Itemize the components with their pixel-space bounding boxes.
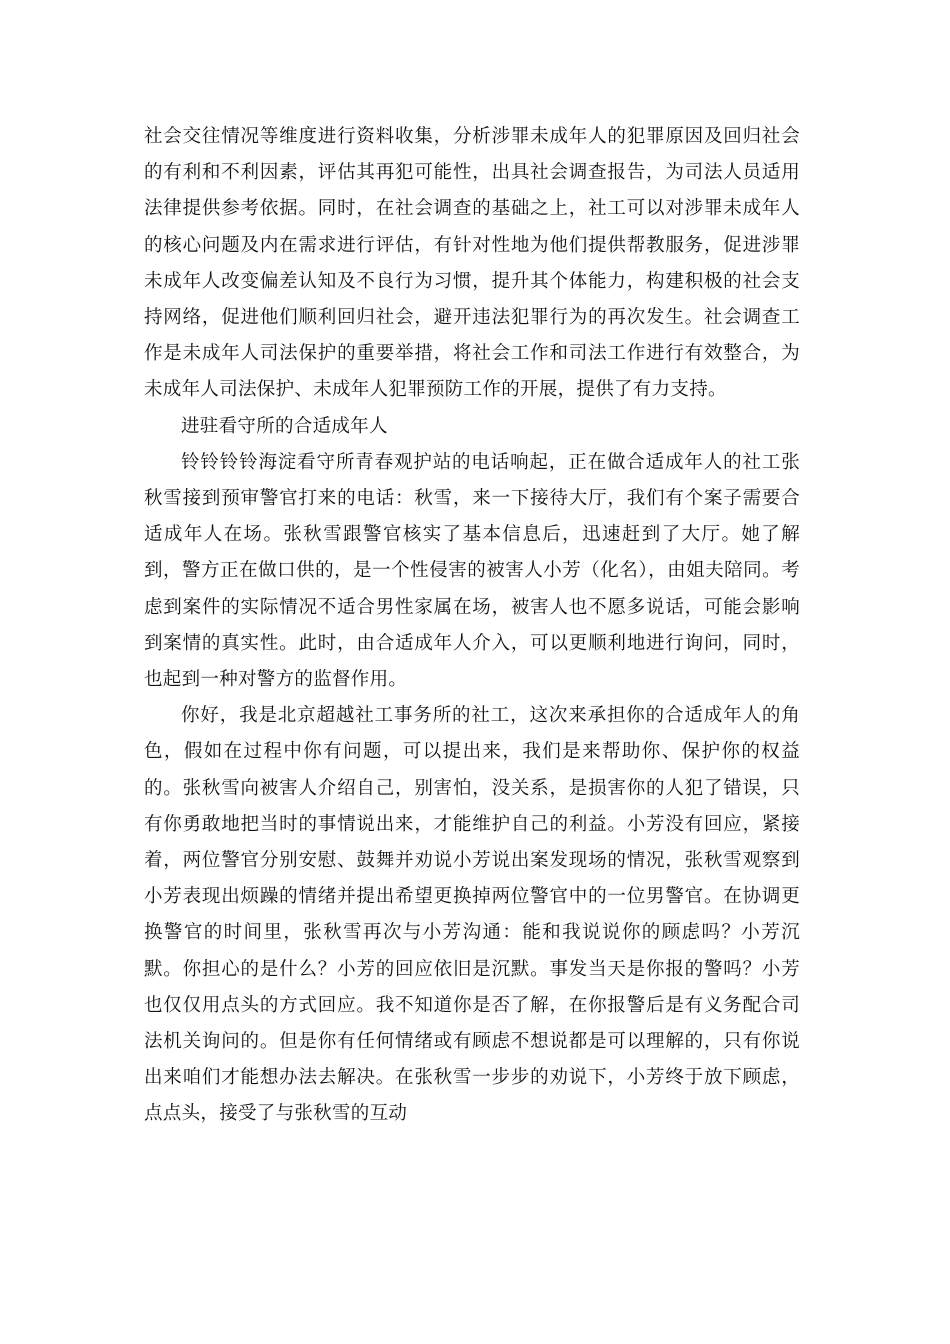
paragraph-phone-call: 铃铃铃铃海淀看守所青春观护站的电话响起，正在做合适成年人的社工张秋雪接到预审警官打来的电话：秋雪，来一下接待大厅，我们有个案子需要合适成年人在场。张秋雪跟警官核实了基本信息后，迅速赶到了大厅。她了解到，警方正在做口供的，是一个性侵害的被害人小芳（化名），由姐夫陪同。考虑到案件的实际情况不适合男性家属在场，被害人也不愿多说话，可能会影响到案情的真实性。此时，由合适成年人介入，可以更顺利地进行询问，同时，也起到一种对警方的监督作用。: [144, 451, 800, 691]
document-page: [144, 119, 800, 1133]
paragraph-conversation: 你好，我是北京超越社工事务所的社工，这次来承担你的合适成年人的角色，假如在过程中你有问题，可以提出来，我们是来帮助你、保护你的权益的。张秋雪向被害人介绍自己，别害怕，没关系，是损害你的人犯了错误，只有你勇敢地把当时的事情说出来，才能维护自己的利益。小芳没有回应，紧接着，两位警官分别安慰、鼓舞并劝说小芳说出案发现场的情况，张秋雪观察到小芳表现出烦躁的情绪并提出希望更换掉两位警官中的一位男警官。在协调更换警官的时间里，张秋雪再次与小芳沟通：能和我说说你的顾虑吗？小芳沉默。你担心的是什么？小芳的回应依旧是沉默。事发当天是你报的警吗？小芳也仅仅用点头的方式回应。我不知道你是否了解，在你报警后是有义务配合司法机关询问的。但是你有任何情绪或有顾虑不想说都是可以理解的，只有你说出来咱们才能想办法去解决。在张秋雪一步步的劝说下，小芳终于放下顾虑，点点头，接受了与张秋雪的互动: [144, 705, 800, 1125]
section-heading: 进驻看守所的合适成年人: [181, 415, 388, 437]
paragraph-social-investigation: 社会交往情况等维度进行资料收集，分析涉罪未成年人的犯罪原因及回归社会的有利和不利因素，评估其再犯可能性，出具社会调查报告，为司法人员适用法律提供参考依据。同时，在社会调查的基础之上，社工可以对涉罪未成年人的核心问题及内在需求进行评估，有针对性地为他们提供帮教服务，促进涉罪未成年人改变偏差认知及不良行为习惯，提升其个体能力，构建积极的社会支持网络，促进他们顺利回归社会，避开违法犯罪行为的再次发生。社会调查工作是未成年人司法保护的重要举措，将社会工作和司法工作进行有效整合，为未成年人司法保护、未成年人犯罪预防工作的开展，提供了有力支持。: [144, 126, 800, 401]
